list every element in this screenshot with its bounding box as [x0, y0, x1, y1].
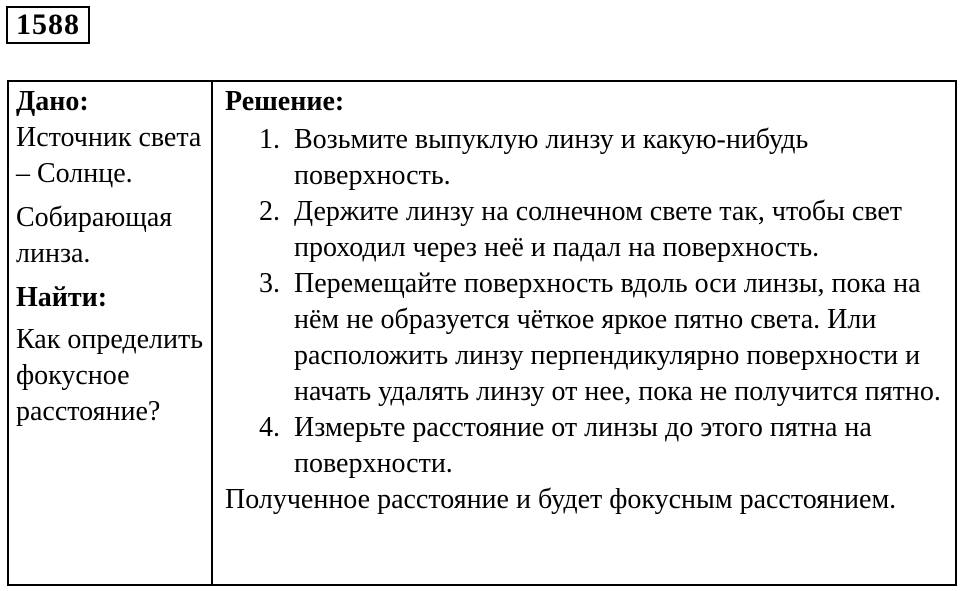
step-number: 2.: [259, 196, 280, 227]
step-text: Перемещайте поверхность вдоль оси линзы, пока на нём не образуется чёткое яркое пятно света. Или расположить линзу перпендикулярно поверхности и начать удалять линзу от нее, пока не получится пятно.: [294, 268, 941, 407]
solution-step: [225, 122, 947, 194]
step-text: Держите линзу на солнечном свете так, чтобы свет проходил через неё и падал на поверхность.: [294, 196, 903, 263]
solution-column: [213, 82, 955, 584]
find-question: Как определить фокусное расстояние?: [16, 324, 204, 427]
step-number: 4.: [259, 412, 280, 443]
given-item-light-source: Источник света – Солнце.: [16, 122, 202, 189]
task-table: [7, 80, 957, 586]
solution-heading: Решение:: [225, 86, 345, 117]
given-column: [9, 82, 213, 584]
solution-step: [225, 194, 947, 266]
step-number: 3.: [259, 268, 280, 299]
solution-step: [225, 266, 947, 410]
solution-step: [225, 410, 947, 482]
find-heading: Найти:: [16, 282, 108, 313]
problem-number: 1588: [6, 6, 90, 44]
step-text: Измерьте расстояние от линзы до этого пятна на поверхности.: [294, 412, 872, 479]
given-heading: Дано:: [16, 86, 89, 117]
solution-steps: [225, 122, 947, 482]
solution-conclusion: Полученное расстояние и будет фокусным расстоянием.: [225, 484, 897, 515]
step-number: 1.: [259, 124, 280, 155]
given-item-lens: Собирающая линза.: [16, 202, 173, 269]
step-text: Возьмите выпуклую линзу и какую-нибудь поверхность.: [294, 124, 809, 191]
